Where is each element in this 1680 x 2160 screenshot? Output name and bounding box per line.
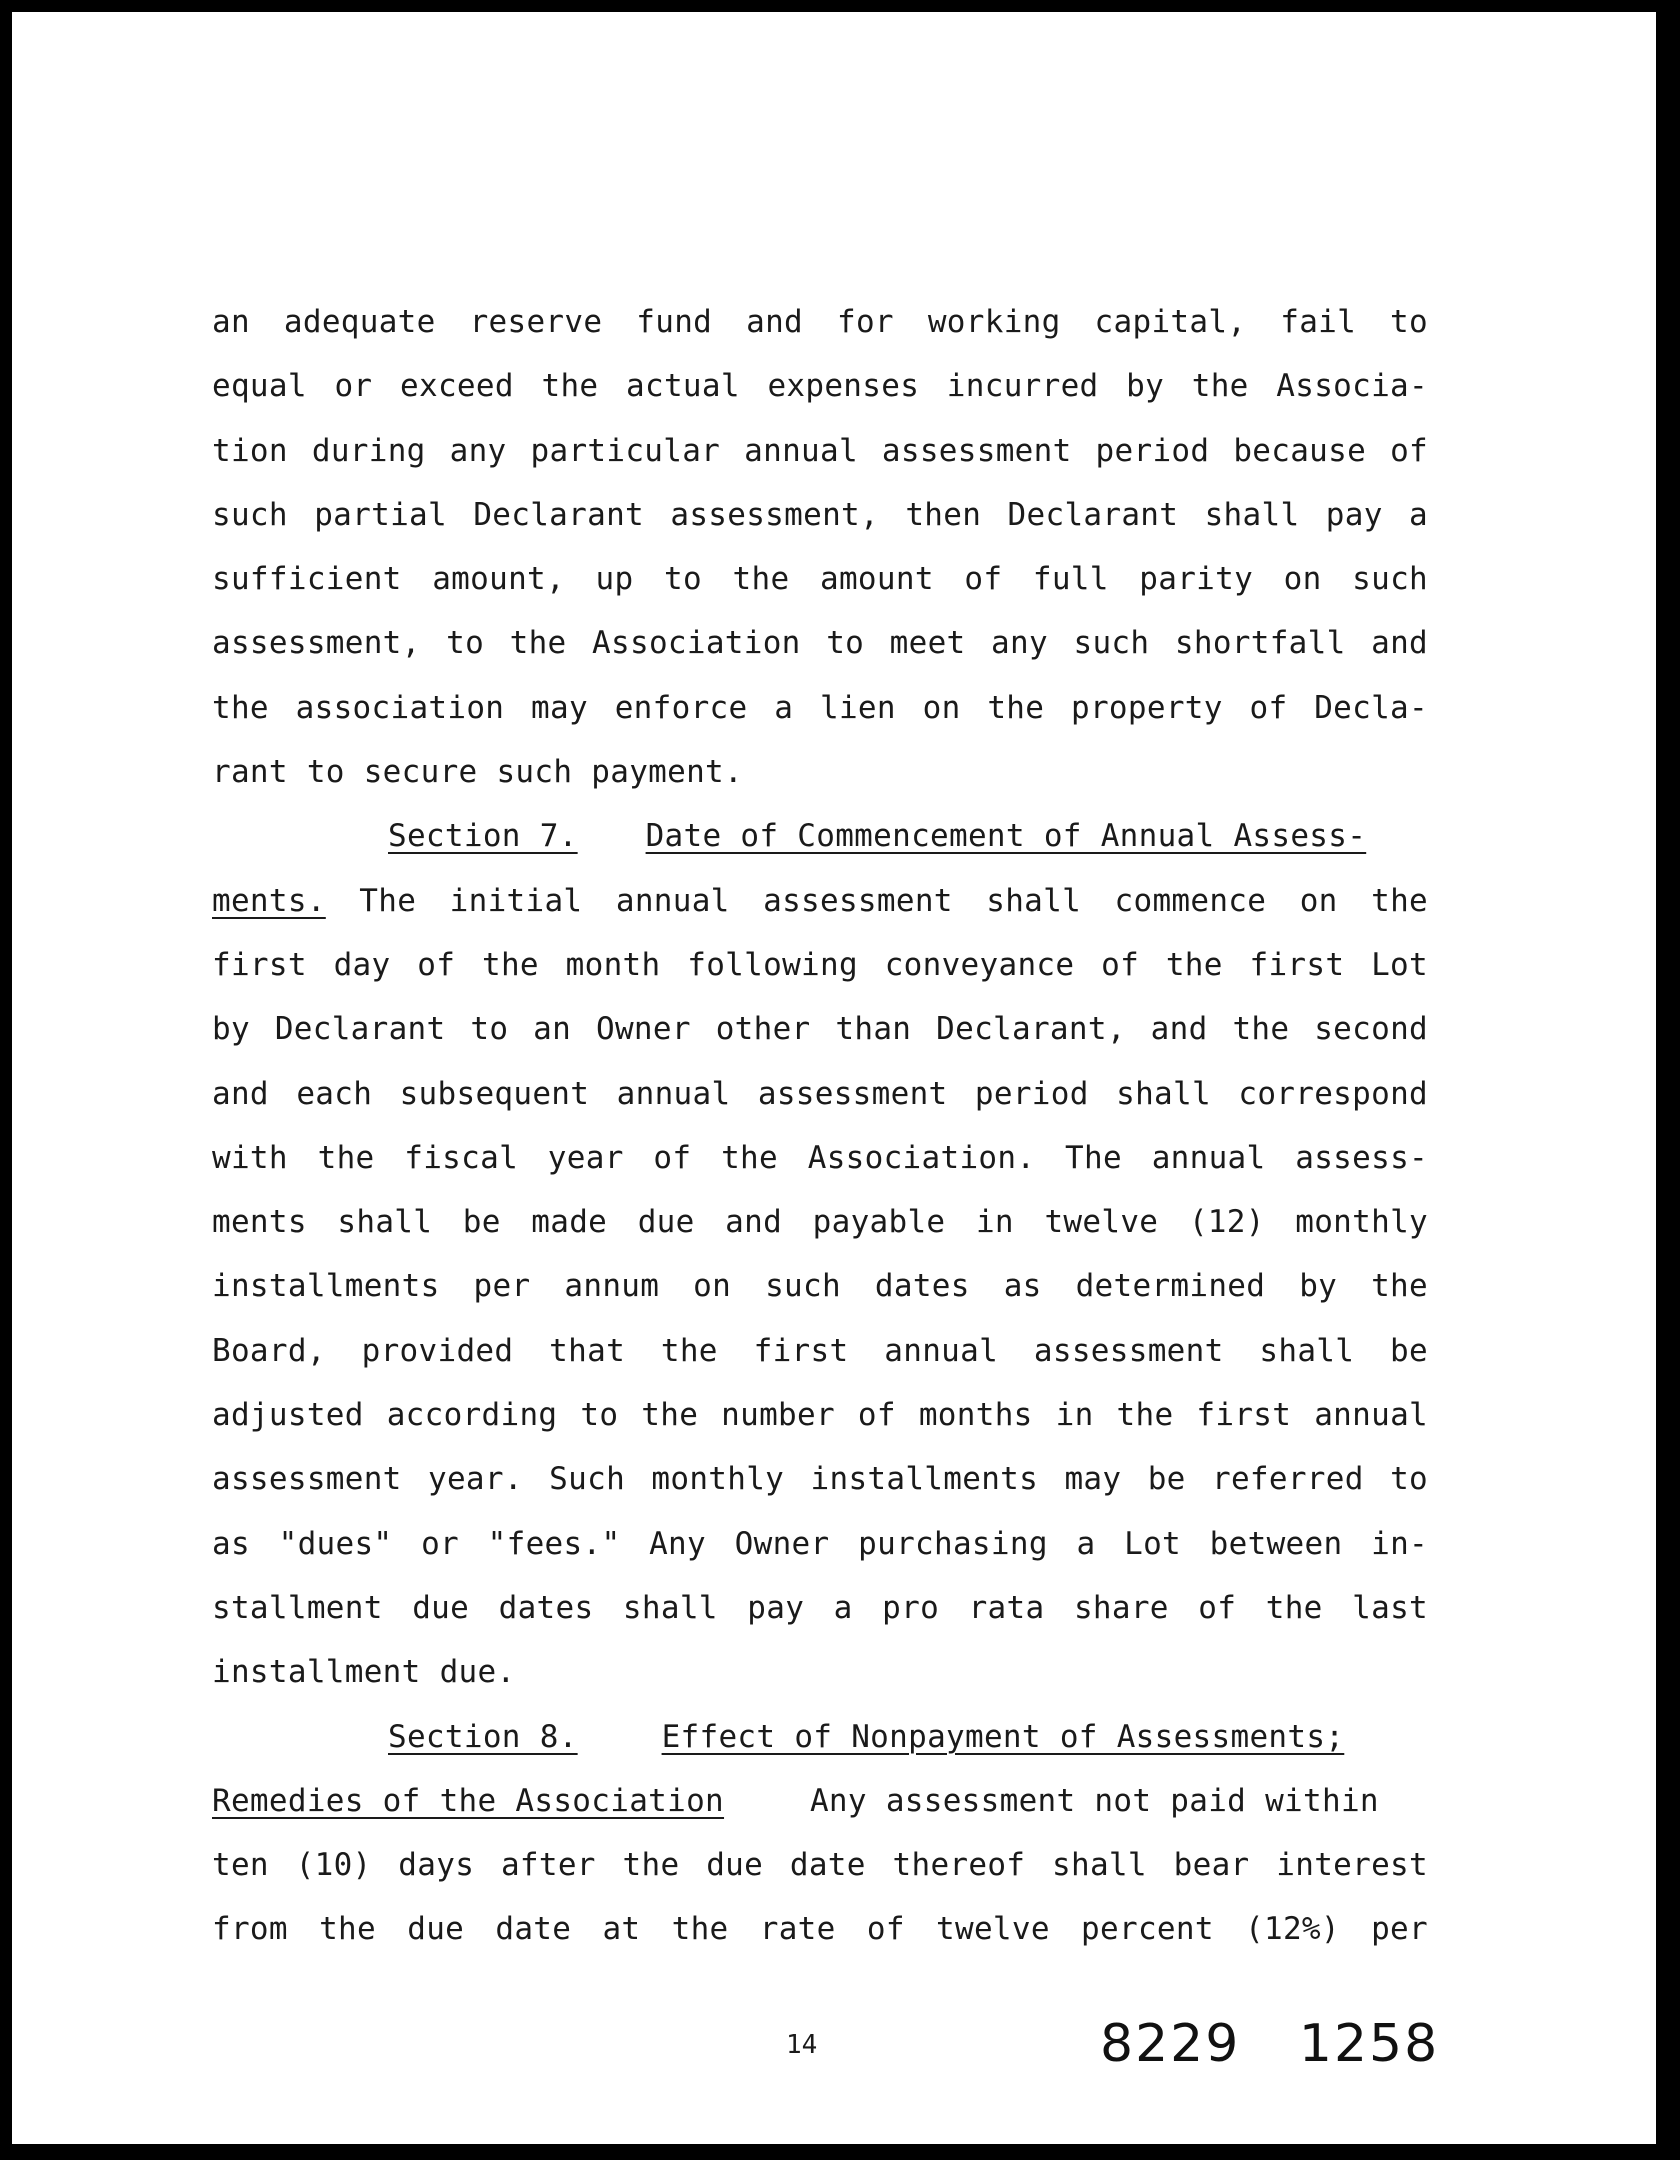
section-8-label: Section 8.	[388, 1718, 578, 1755]
section-8-first-line	[212, 1769, 1428, 1833]
text-line: assessment year. Such monthly installments may be referred to	[212, 1461, 1428, 1498]
text-line: the association may enforce a lien on the property of Decla-	[212, 689, 1428, 726]
document-number	[1100, 2014, 1439, 2074]
text-line: such partial Declarant assessment, then Declarant shall pay a	[212, 496, 1428, 533]
text-line: ments shall be made due and payable in twelve (12) monthly	[212, 1204, 1428, 1241]
text-line: installments per annum on such dates as determined by the	[212, 1268, 1428, 1305]
text-line: an adequate reserve fund and for working capital, fail to	[212, 304, 1428, 340]
text-line: from the due date at the rate of twelve percent (12%) per	[212, 1911, 1428, 1948]
text-line: first day of the month following conveyance of the first Lot	[212, 946, 1428, 983]
section-8-heading-line	[212, 1705, 1428, 1769]
section-7-label: Section 7.	[388, 818, 578, 855]
page-number: 14	[786, 2030, 818, 2060]
section-7-text: The initial annual assessment shall commence on the	[359, 882, 1428, 919]
document-body	[212, 290, 1428, 1962]
text-line: adjusted according to the number of months in the first annual	[212, 1397, 1428, 1434]
section-7-first-line	[212, 869, 1428, 933]
text-line: stallment due dates shall pay a pro rata share of the last	[212, 1589, 1428, 1626]
text-line: ten (10) days after the due date thereof shall bear interest	[212, 1847, 1428, 1884]
section-7-title-cont: ments.	[212, 882, 326, 919]
text-line: and each subsequent annual assessment period shall correspond	[212, 1075, 1428, 1112]
text-line: equal or exceed the actual expenses incurred by the Associa-	[212, 368, 1428, 405]
text-line: by Declarant to an Owner other than Declarant, and the second	[212, 1011, 1428, 1048]
document-number-part-2: 1258	[1298, 2014, 1440, 2074]
section-7-heading-line	[212, 804, 1428, 868]
text-line: assessment, to the Association to meet any such shortfall and	[212, 625, 1428, 662]
text-line: sufficient amount, up to the amount of full parity on such	[212, 561, 1428, 598]
section-8-text: Any assessment not paid within	[809, 1782, 1379, 1819]
section-8-title-cont: Remedies of the Association	[212, 1782, 725, 1819]
section-8-title: Effect of Nonpayment of Assessments;	[661, 1718, 1345, 1755]
document-page	[12, 12, 1656, 2144]
text-line: Board, provided that the first annual assessment shall be	[212, 1332, 1428, 1369]
section-7-title: Date of Commencement of Annual Assess-	[645, 818, 1367, 855]
text-line: installment due.	[212, 1654, 516, 1691]
document-number-part-1: 8229	[1100, 2014, 1241, 2074]
text-line: with the fiscal year of the Association. The annual assess-	[212, 1139, 1428, 1176]
text-line: rant to secure such payment.	[212, 754, 743, 791]
text-line: as "dues" or "fees." Any Owner purchasing a Lot between in-	[212, 1525, 1428, 1562]
text-line: tion during any particular annual assessment period because of	[212, 432, 1428, 469]
